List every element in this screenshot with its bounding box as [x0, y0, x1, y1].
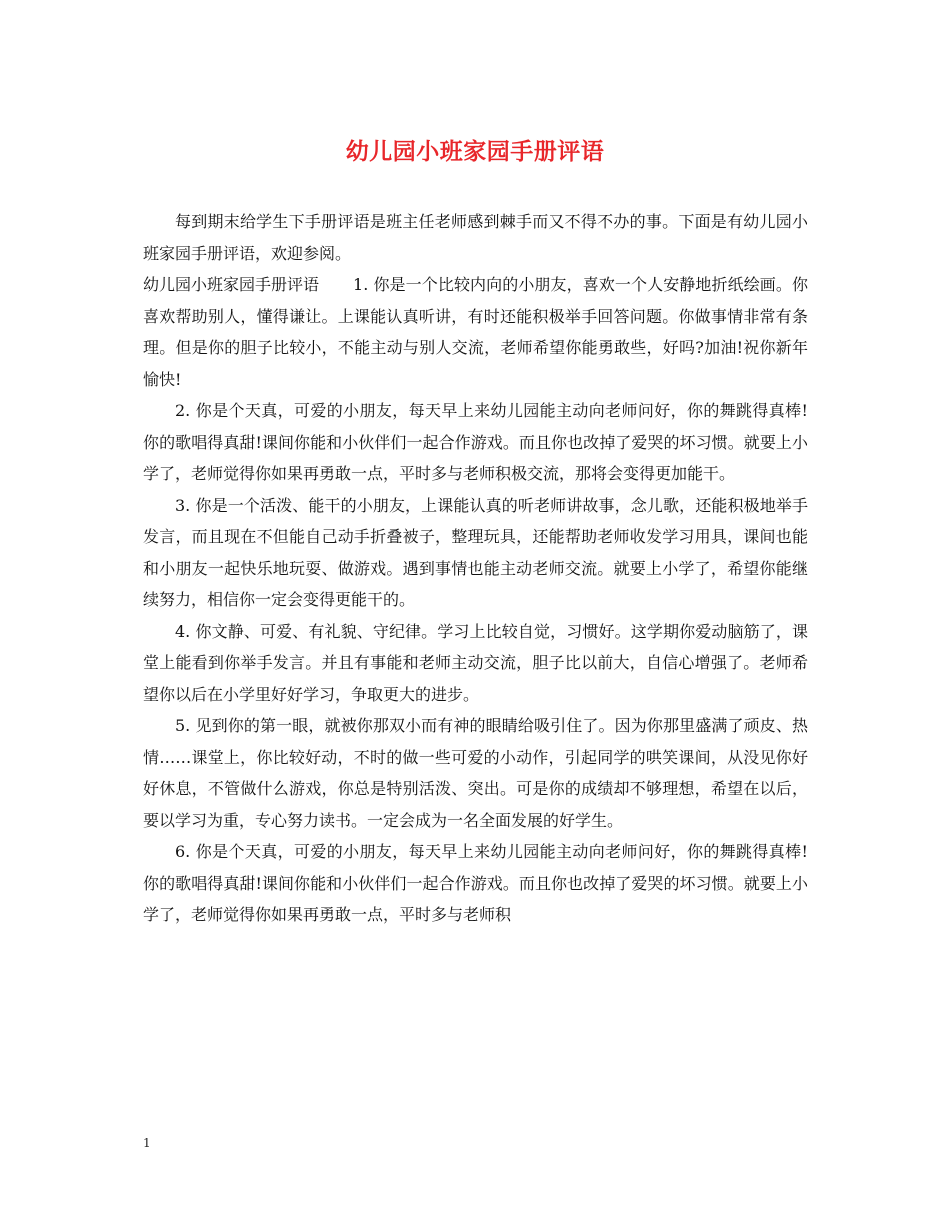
- comment-paragraph-2: 2. 你是个天真，可爱的小朋友，每天早上来幼儿园能主动向老师问好，你的舞跳得真棒!你的歌唱得真甜!课间你能和小伙伴们一起合作游戏。而且你也改掉了爱哭的坏习惯。就要上小学了，老师觉得你如果再勇敢一点，平时多与老师积极交流，那将会变得更加能干。: [143, 401, 808, 483]
- comment-paragraph-5: 5. 见到你的第一眼，就被你那双小而有神的眼睛给吸引住了。因为你那里盛满了顽皮、热情……课堂上，你比较好动，不时的做一些可爱的小动作，引起同学的哄笑课间，从没见你好好休息，不管做什么游戏，你总是特别活泼、突出。可是你的成绩却不够理想，希望在以后，要以学习为重，专心努力读书。一定会成为一名全面发展的好学生。: [143, 716, 808, 830]
- comment-paragraph-3: 3. 你是一个活泼、能干的小朋友，上课能认真的听老师讲故事，念儿歌，还能积极地举手发言，而且现在不但能自己动手折叠被子，整理玩具，还能帮助老师收发学习用具，课间也能和小朋友一起快乐地玩耍、做游戏。遇到事情也能主动老师交流。就要上小学了，希望你能继续努力，相信你一定会变得更能干的。: [143, 495, 808, 609]
- document-title: 幼儿园小班家园手册评语: [345, 138, 605, 165]
- comment-text-1: 1. 你是一个比较内向的小朋友，喜欢一个人安静地折纸绘画。你喜欢帮助别人，懂得谦让。上课能认真听讲，有时还能积极举手回答问题。你做事情非常有条理。但是你的胆子比较小，不能主动与别人交流，老师希望你能勇敢些，好吗?加油!祝你新年愉快!: [143, 275, 808, 389]
- comment-paragraph-4: 4. 你文静、可爱、有礼貌、守纪律。学习上比较自觉，习惯好。这学期你爱动脑筋了，课堂上能看到你举手发言。并且有事能和老师主动交流，胆子比以前大，自信心增强了。老师希望你以后在小学里好好学习，争取更大的进步。: [143, 621, 808, 704]
- section-label: 幼儿园小班家园手册评语: [143, 275, 320, 294]
- page-number: 1: [143, 1136, 151, 1150]
- intro-paragraph: 每到期末给学生下手册评语是班主任老师感到棘手而又不得不办的事。下面是有幼儿园小班家园手册评语，欢迎参阅。: [143, 212, 808, 263]
- comment-paragraph-1: [143, 269, 808, 395]
- comment-paragraph-6: 6. 你是个天真，可爱的小朋友，每天早上来幼儿园能主动向老师问好，你的舞跳得真棒!你的歌唱得真甜!课间你能和小伙伴们一起合作游戏。而且你也改掉了爱哭的坏习惯。就要上小学了，老师觉得你如果再勇敢一点，平时多与老师积: [143, 842, 808, 924]
- document-body: [143, 206, 808, 931]
